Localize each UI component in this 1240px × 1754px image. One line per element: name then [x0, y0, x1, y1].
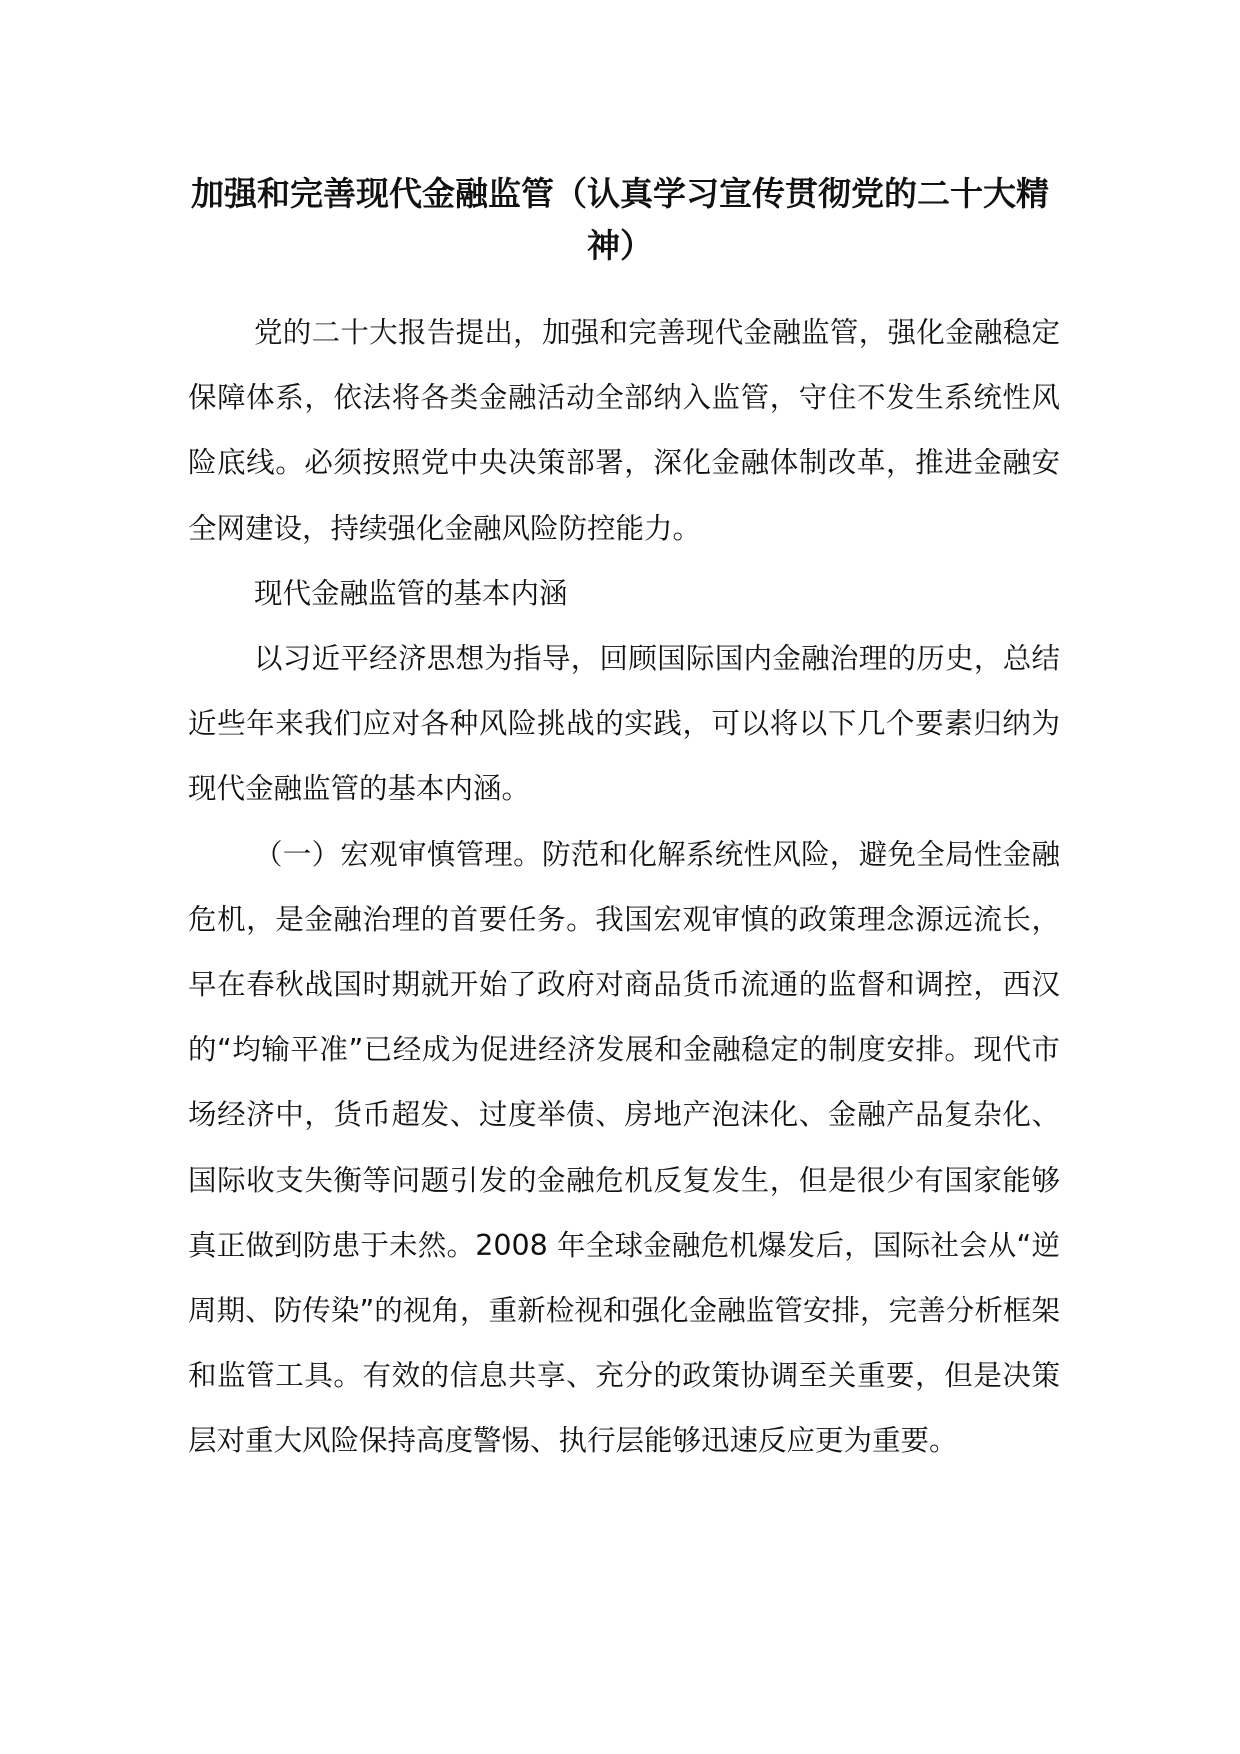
paragraph-macroprudential: （一）宏观审慎管理。防范和化解系统性风险，避免全局性金融危机，是金融治理的首要任务。我国宏观审慎的政策理念源远流长，早在春秋战国时期就开始了政府对商品货币流通的监督和调控，西汉的“均输平准”已经成为促进经济发展和金融稳定的制度安排。现代市场经济中，货币超发、过度举债、房地产泡沫化、金融产品复杂化、国际收支失衡等问题引发的金融危机反复发生，但是很少有国家能够真正做到防患于未然。2008 年全球金融危机爆发后，国际社会从“逆周期、防传染”的视角，重新检视和强化金融监管安排，完善分析框架和监管工具。有效的信息共享、充分的政策协调至关重要，但是决策层对重大风险保持高度警惕、执行层能够迅速反应更为重要。: [188, 837, 1060, 1458]
document-body: [188, 300, 1060, 1474]
paragraph-guidance: 以习近平经济思想为指导，回顾国际国内金融治理的历史，总结近些年来我们应对各种风险挑战的实践，可以将以下几个要素归纳为现代金融监管的基本内涵。: [188, 642, 1060, 806]
section-heading: 现代金融监管的基本内涵: [254, 576, 568, 610]
paragraph-intro: 党的二十大报告提出，加强和完善现代金融监管，强化金融稳定保障体系，依法将各类金融活动全部纳入监管，守住不发生系统性风险底线。必须按照党中央决策部署，深化金融体制改革，推进金融安全网建设，持续强化金融风险防控能力。: [188, 316, 1060, 545]
document-title: 加强和完善现代金融监管（认真学习宣传贯彻党的二十大精神）: [191, 174, 1049, 265]
